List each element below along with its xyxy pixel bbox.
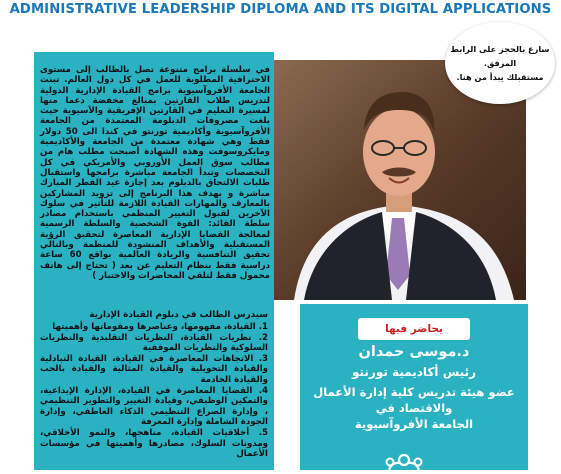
topics-list: [40, 322, 268, 460]
lecturer-tag: يحاضر فيها: [358, 318, 470, 340]
topic-item: 4. القضايا المعاصرة في القيادة، الإدارة الإبداعية، والتمكين الوظيفي، وقيادة التغيير والتطوير التنظيمي ، وإدارة الصراع التنظيمي الذكاء العاطفي، وإدارة الجودة الشاملة وإدارة المعرفة: [40, 385, 268, 428]
lecturer-role-line-1: عضو هيئة تدريس كلية إدارة الأعمال: [313, 385, 515, 399]
topic-item: 3. الاتجاهات المعاصرة في القيادة، القيادة التبادلية والقيادة التحويلية والقيادة المثالية والقيادة بالحب والقيادة الخادمة: [40, 353, 268, 385]
bubble-line-2: مستقبلك يبدأ من هنا.: [456, 72, 544, 82]
topics-heading: سيدرس الطالب في دبلوم القيادة الإدارية: [89, 310, 268, 320]
lecturer-role-line-3: الجامعة الأفروآسيوية: [354, 417, 474, 431]
lecturer-title: رئيس أكاديمية تورنتو: [352, 365, 476, 379]
topic-item: 1. القيادة، مفهومها، وعناصرها ومقوماتها وأهميتها: [52, 322, 268, 332]
lecturer-role: [300, 384, 528, 432]
intro-paragraph: في سلسلة برامج متنوعة تصل بالطالب إلى مستوى الاحترافية المطلوبة للعمل في كل دول العالم. تبنت الجامعة الأفروآسيوية برامج القيادة الإدارية الدولية لتدريس طلاب القارتين بمبالغ مخفضة دعما منها لمسيرة التعليم في القارتين الإفريقية والآسيوية حيث بلغت مصروفات الدبلومة المعتمدة من الجامعة الأفروآسيوية وأكاديمية تورنتو في كندا الى 50 دولار فقط وهي شهادة معتمدة من الجامعة والأكاديمية ومايكروسوفت وهذه الشهادة أصبحت مطلب هام من مطالب سوق العمل الأوروبي والأمريكي في كل التخصصات وتبدأ الجامعة مباشرة برامجها واستقبال طلبات الالتحاق بالدبلوم بعد إجازة عيد الفطر المبارك مباشرة و يهدف هذا البرنامج إلى تزويد المشاركين بالمعارف والمهارات القيادة اللازمة للتأثير في سلوك الآخرين لقبول التغيير المنظمي باستخدام مصادر سلطة القائد: القوة الشخصية والسلطة الرسمية لمعالجة القضايا الإدارية المعاصرة لتحقيق الرؤية المستقبلية والأهداف المنشودة للمنظمة وبالتالي تحقيق التنافسية والريادة العالمية بواقع 60 ساعة دراسية فقط بنظام التعليم عن بعد ( تحتاج إلى هاتف محمول فقط لتلقي المحاضرات والاختبار ): [40, 65, 270, 281]
people-group-icon: [374, 454, 434, 470]
bubble-callout: [448, 42, 552, 84]
topic-item: 5. أخلاقيات القيادة، مناهجها، والنمو الأخلاقي، ومدونات السلوك، مصادرها وأهميتها في مؤسسات الأعمال: [40, 427, 268, 460]
topic-item: 2. نظريات القيادة، النظريات التقليدية والنظريات السلوكية والنظريات الموقفية: [40, 332, 268, 354]
lecturer-role-line-2: والاقتصاد في: [375, 401, 453, 415]
lecturer-name: د.موسى حمدان: [358, 344, 470, 360]
page-title: ADMINISTRATIVE LEADERSHIP DIPLOMA AND ITS DIGITAL APPLICATIONS: [9, 2, 552, 17]
bubble-line-1: سارع بالحجز على الرابط المرفق.: [450, 44, 550, 68]
